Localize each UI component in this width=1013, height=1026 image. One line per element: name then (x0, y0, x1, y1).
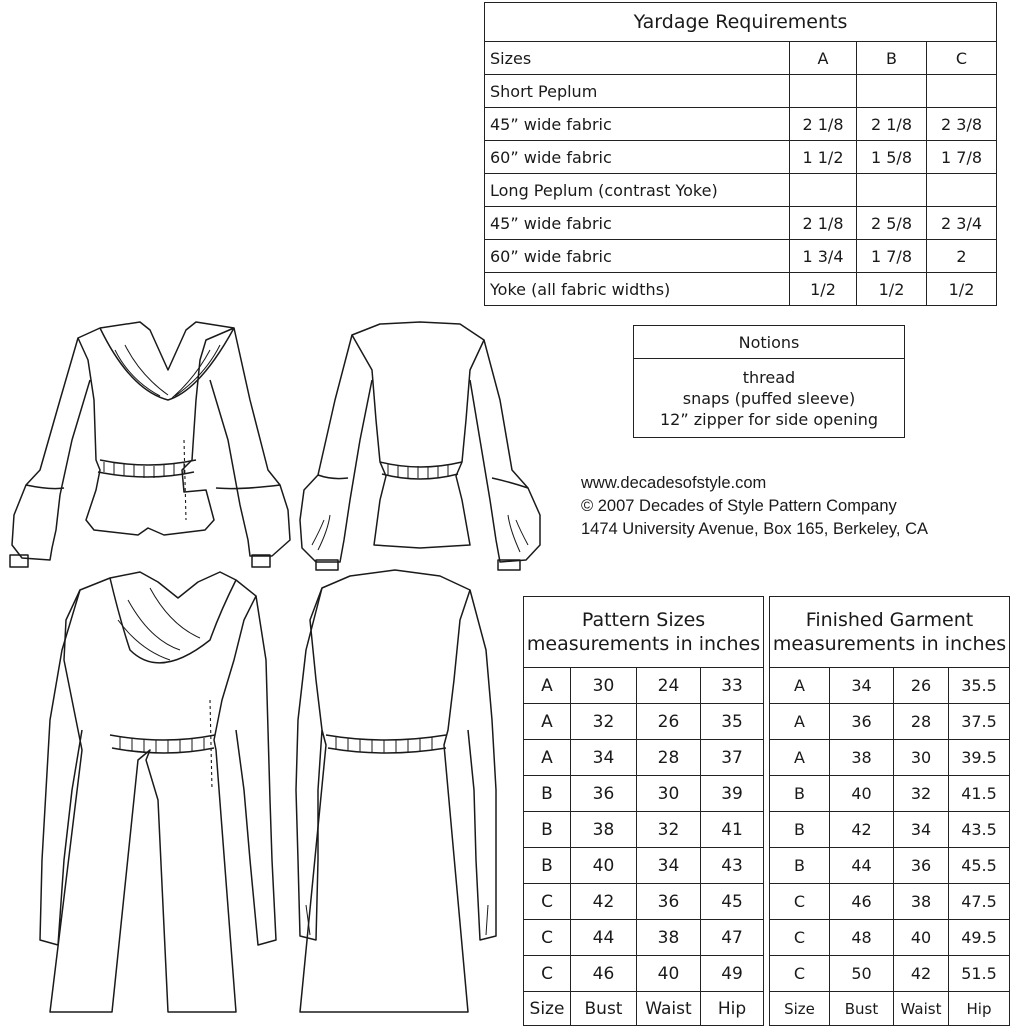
table-cell: 26 (894, 668, 949, 704)
table-cell: 38 (830, 740, 894, 776)
table-header-row (524, 992, 764, 1026)
table-cell: 49.5 (949, 920, 1010, 956)
table-cell: 38 (894, 884, 949, 920)
table-row (524, 704, 764, 740)
table-cell: 44 (830, 848, 894, 884)
table-cell: 36 (637, 884, 701, 920)
table-cell: 26 (637, 704, 701, 740)
table-cell: 32 (571, 704, 637, 740)
yardage-row-label: 60” wide fabric (485, 240, 790, 273)
table-cell: 43 (701, 848, 764, 884)
yardage-cell: 2 (927, 240, 997, 273)
table-row (770, 740, 1010, 776)
table-cell: 40 (894, 920, 949, 956)
table-cell: 36 (571, 776, 637, 812)
yardage-cell: 2 1/8 (857, 108, 927, 141)
table-cell: A (770, 704, 830, 740)
table-cell: 35.5 (949, 668, 1010, 704)
column-header: Bust (571, 992, 637, 1026)
table-cell: 51.5 (949, 956, 1010, 992)
column-header: Size (524, 992, 571, 1026)
table-cell: 30 (637, 776, 701, 812)
yardage-header-sizes: Sizes (485, 42, 790, 75)
table-cell: A (524, 668, 571, 704)
table-cell: C (524, 956, 571, 992)
table-cell: C (770, 920, 830, 956)
finished-garment-title (770, 597, 1010, 668)
column-header: Hip (949, 992, 1010, 1026)
table-cell: C (524, 884, 571, 920)
yardage-cell: 1/2 (857, 273, 927, 306)
yardage-cell: 2 3/4 (927, 207, 997, 240)
finished-garment-table (769, 596, 1010, 1026)
company-address: 1474 University Avenue, Box 165, Berkeley, CA (581, 520, 928, 538)
table-cell: 47.5 (949, 884, 1010, 920)
yardage-cell: 1 7/8 (927, 141, 997, 174)
column-header: Waist (637, 992, 701, 1026)
table-row (770, 956, 1010, 992)
table-cell: 34 (571, 740, 637, 776)
pattern-sizes-title (524, 597, 764, 668)
pattern-sizes-title-line1: Pattern Sizes (581, 609, 706, 631)
table-row (524, 740, 764, 776)
yardage-title: Yardage Requirements (485, 3, 997, 42)
table-cell: B (524, 776, 571, 812)
yardage-row-label: 45” wide fabric (485, 108, 790, 141)
yardage-cell: 1/2 (790, 273, 857, 306)
table-cell: 40 (830, 776, 894, 812)
table-row (770, 812, 1010, 848)
yardage-row (485, 108, 997, 141)
finished-garment-title-line2: measurements in inches (772, 633, 1007, 655)
table-cell: 45 (701, 884, 764, 920)
column-header: Size (770, 992, 830, 1026)
blouse-back-illustration (300, 322, 540, 570)
table-cell: 28 (894, 704, 949, 740)
table-cell: 46 (571, 956, 637, 992)
table-cell: 47 (701, 920, 764, 956)
yardage-cell: 1 3/4 (790, 240, 857, 273)
table-cell: 35 (701, 704, 764, 740)
yardage-row (485, 207, 997, 240)
table-row (770, 668, 1010, 704)
yardage-cell (927, 75, 997, 108)
blouse-front-illustration (10, 322, 290, 567)
pattern-sizes-table (523, 596, 764, 1026)
table-cell: B (524, 812, 571, 848)
notion-item: snaps (puffed sleeve) (682, 388, 856, 408)
table-cell: 32 (637, 812, 701, 848)
table-row (770, 776, 1010, 812)
yardage-cell (790, 75, 857, 108)
table-cell: 42 (894, 956, 949, 992)
table-cell: B (524, 848, 571, 884)
table-row (524, 848, 764, 884)
yardage-row (485, 240, 997, 273)
notions-box (633, 325, 905, 438)
yardage-cell: 2 1/8 (790, 108, 857, 141)
table-cell: 37.5 (949, 704, 1010, 740)
dress-back-illustration (296, 570, 496, 1012)
table-cell: 46 (830, 884, 894, 920)
table-cell: 39.5 (949, 740, 1010, 776)
yardage-cell (790, 174, 857, 207)
yardage-row (485, 75, 997, 108)
table-cell: 40 (571, 848, 637, 884)
table-cell: 34 (894, 812, 949, 848)
table-cell: 38 (571, 812, 637, 848)
table-cell: 49 (701, 956, 764, 992)
table-row (770, 848, 1010, 884)
column-header: Bust (830, 992, 894, 1026)
yardage-cell: 1/2 (927, 273, 997, 306)
table-cell: 24 (637, 668, 701, 704)
yardage-header-row (485, 42, 997, 75)
table-cell: A (770, 668, 830, 704)
column-header: Hip (701, 992, 764, 1026)
notion-item: thread (742, 367, 796, 387)
table-cell: 28 (637, 740, 701, 776)
table-cell: A (770, 740, 830, 776)
yardage-row-label: Long Peplum (contrast Yoke) (485, 174, 790, 207)
table-cell: 42 (830, 812, 894, 848)
table-cell: B (770, 848, 830, 884)
table-cell: 36 (894, 848, 949, 884)
table-cell: 50 (830, 956, 894, 992)
table-cell: 43.5 (949, 812, 1010, 848)
yardage-row-label: 60” wide fabric (485, 141, 790, 174)
website-link[interactable]: www.decadesofstyle.com (581, 474, 767, 492)
yardage-cell: 1 7/8 (857, 240, 927, 273)
notion-item: 12” zipper for side opening (659, 409, 879, 429)
table-row (524, 812, 764, 848)
table-cell: 36 (830, 704, 894, 740)
table-row (524, 884, 764, 920)
table-cell: B (770, 776, 830, 812)
pattern-sizes-body (524, 992, 764, 1026)
table-row (524, 776, 764, 812)
notions-title: Notions (634, 326, 905, 359)
table-cell: 44 (571, 920, 637, 956)
table-row (770, 704, 1010, 740)
table-cell: 32 (894, 776, 949, 812)
yardage-header-a: A (790, 42, 857, 75)
yardage-cell: 2 1/8 (790, 207, 857, 240)
yardage-row-label: Yoke (all fabric widths) (485, 273, 790, 306)
table-row (770, 920, 1010, 956)
yardage-header-b: B (857, 42, 927, 75)
table-row (770, 884, 1010, 920)
yardage-cell (927, 174, 997, 207)
table-cell: 39 (701, 776, 764, 812)
jumpsuit-front-illustration (40, 572, 276, 1012)
table-cell: 38 (637, 920, 701, 956)
copyright-notice: © 2007 Decades of Style Pattern Company (581, 497, 897, 515)
table-cell: 48 (830, 920, 894, 956)
table-row (524, 956, 764, 992)
table-cell: C (770, 884, 830, 920)
table-cell: 41 (701, 812, 764, 848)
yardage-cell (857, 174, 927, 207)
table-cell: 45.5 (949, 848, 1010, 884)
table-cell: 42 (571, 884, 637, 920)
yardage-row-label: 45” wide fabric (485, 207, 790, 240)
notions-list (634, 359, 905, 438)
table-cell: 30 (894, 740, 949, 776)
table-cell: 33 (701, 668, 764, 704)
table-cell: C (770, 956, 830, 992)
table-cell: 37 (701, 740, 764, 776)
table-header-row (770, 992, 1010, 1026)
table-cell: A (524, 740, 571, 776)
yardage-cell: 2 5/8 (857, 207, 927, 240)
table-cell: 34 (637, 848, 701, 884)
yardage-requirements-table (484, 2, 997, 306)
table-cell: B (770, 812, 830, 848)
table-cell: C (524, 920, 571, 956)
yardage-row (485, 141, 997, 174)
copyright-block (581, 472, 928, 541)
table-cell: 41.5 (949, 776, 1010, 812)
yardage-row (485, 174, 997, 207)
yardage-cell: 2 3/8 (927, 108, 997, 141)
table-row (524, 668, 764, 704)
table-cell: 30 (571, 668, 637, 704)
table-cell: A (524, 704, 571, 740)
table-cell: 34 (830, 668, 894, 704)
table-cell: 40 (637, 956, 701, 992)
finished-garment-title-line1: Finished Garment (805, 609, 974, 631)
yardage-cell: 1 5/8 (857, 141, 927, 174)
pattern-sizes-title-line2: measurements in inches (526, 633, 761, 655)
yardage-cell (857, 75, 927, 108)
yardage-row (485, 273, 997, 306)
table-row (524, 920, 764, 956)
finished-garment-body (770, 992, 1010, 1026)
yardage-cell: 1 1/2 (790, 141, 857, 174)
yardage-header-c: C (927, 42, 997, 75)
yardage-row-label: Short Peplum (485, 75, 790, 108)
column-header: Waist (894, 992, 949, 1026)
